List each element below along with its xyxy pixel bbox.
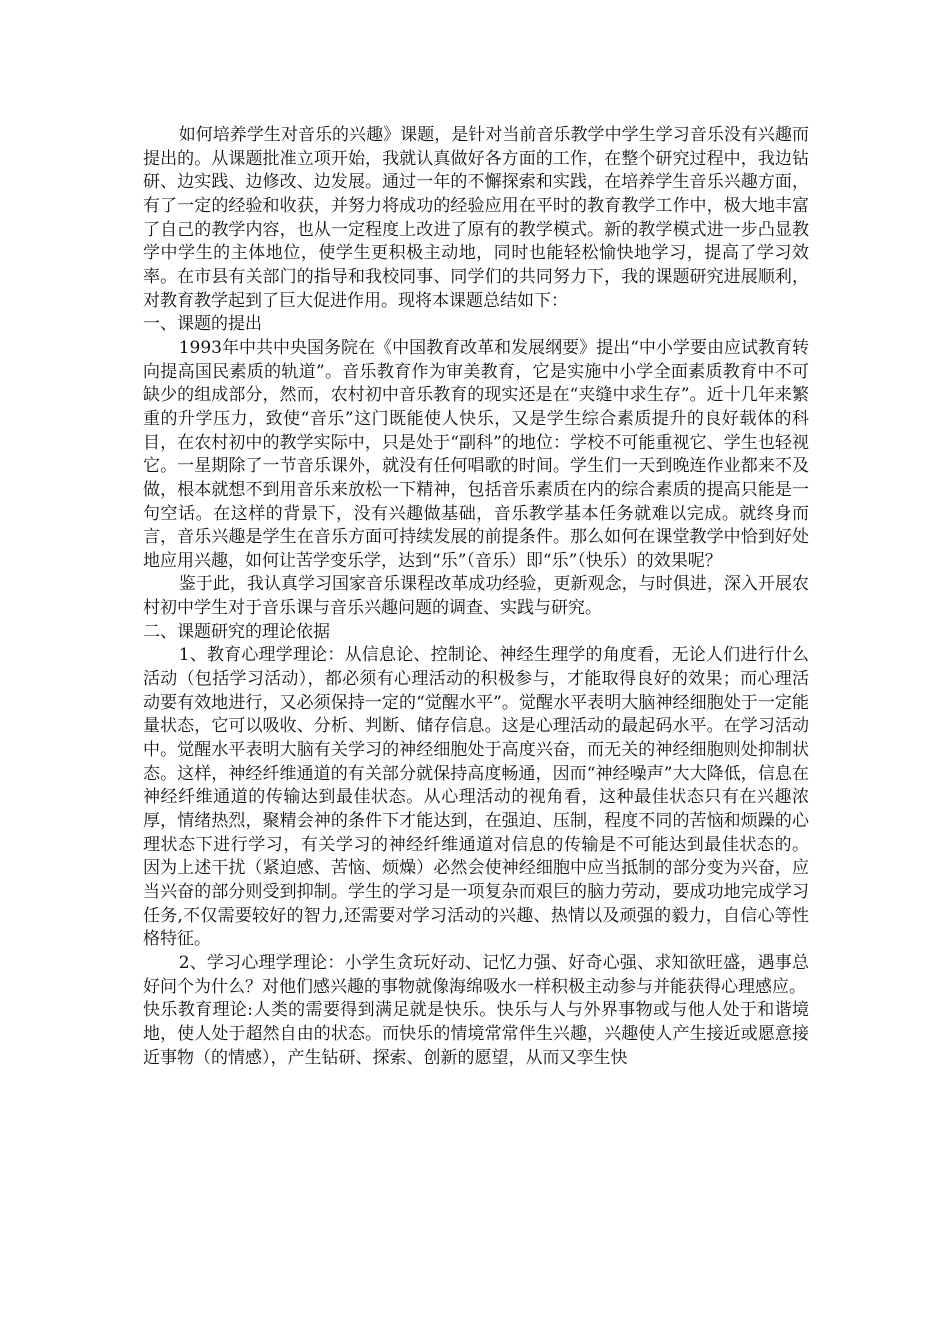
section-heading-2: 二、课题研究的理论依据	[143, 621, 330, 642]
theory-paragraph-3: 快乐教育理论:人类的需要得到满足就是快乐。快乐与人与外界事物或与他人处于和谐境地，使人处于超然自由的状态。而快乐的情境常常伴生兴趣，兴趣使人产生接近或愿意接近事物（的情感），产生钻研、探索、创新的愿望，从而又孪生快	[143, 1000, 809, 1068]
document-page	[143, 124, 809, 1070]
section-heading-1: 一、课题的提出	[143, 314, 262, 335]
theory-paragraph-1: 1、教育心理学理论：从信息论、控制论、神经生理学的角度看，无论人们进行什么活动（包括学习活动），都必须有心理活动的积极参与，才能取得良好的效果；而心理活动要有效地进行，又必须保持一定的“觉醒水平”。觉醒水平表明大脑神经细胞处于一定能量状态，它可以吸收、分析、判断、储存信息。这是心理活动的最起码水平。在学习活动中。觉醒水平表明大脑有关学习的神经细胞处于高度兴奋，而无关的神经细胞则处抑制状态。这样，神经纤维通道的有关部分就保持高度畅通，因而“神经噪声”大大降低，信息在神经纤维通道的传输达到最佳状态。从心理活动的视角看，这种最佳状态只有在兴趣浓厚，情绪热烈，聚精会神的条件下才能达到，在强迫、压制，程度不同的苦恼和烦躁的心理状态下进行学习，有关学习的神经纤维通道对信息的传输是不可能达到最佳状态的。 因为上述干扰（紧迫感、苦恼、烦燥）必然会使神经细胞中应当抵制的部分变为兴奋，应当兴奋的部分则受到抑制。学生的学习是一项复杂而艰巨的脑力劳动，要成功地完成学习任务,不仅需要较好的智力,还需要对学习活动的兴趣、热情以及顽强的毅力，自信心等性格特征。	[143, 645, 809, 950]
intro-paragraph: 如何培养学生对音乐的兴趣》课题，是针对当前音乐教学中学生学习音乐没有兴趣而提出的。从课题批准立项开始，我就认真做好各方面的工作，在整个研究过程中，我边钻研、边实践、边修改、边发展。通过一年的不懈探索和实践，在培养学生音乐兴趣方面，有了一定的经验和收获，并努力将成功的经验应用在平时的教育教学工作中，极大地丰富了自己的教学内容，也从一定程度上改进了原有的教学模式。新的教学模式进一步凸显教学中学生的主体地位，使学生更积极主动地，同时也能轻松愉快地学习，提高了学习效率。在市县有关部门的指导和我校同事、同学们的共同努力下，我的课题研究进展顺利，对教育教学起到了巨大促进作用。现将本课题总结如下：	[143, 125, 809, 311]
theory-paragraph-2: 2、学习心理学理论：小学生贪玩好动、记忆力强、好奇心强、求知欲旺盛，遇事总好问个为什么？对他们感兴趣的事物就像海绵吸水一样积极主动参与并能获得心理感应。	[143, 952, 809, 997]
approach-paragraph: 鉴于此，我认真学习国家音乐课程改革成功经验，更新观念，与时俱进，深入开展农村初中学生对于音乐课与音乐兴趣问题的调查、实践与研究。	[143, 574, 809, 619]
background-paragraph: 1993年中共中央国务院在《中国教育改革和发展纲要》提出“中小学要由应试教育转向提高国民素质的轨道”。音乐教育作为审美教育，它是实施中小学全面素质教育中不可缺少的组成部分，然而，农村初中音乐教育的现实还是在“夹缝中求生存”。近十几年来繁重的升学压力，致使“音乐”这门既能使人快乐，又是学生综合素质提升的良好载体的科目，在农村初中的教学实际中，只是处于“副科”的地位：学校不可能重视它、学生也轻视它。一星期除了一节音乐课外，就没有任何唱歌的时间。学生们一天到晚连作业都来不及做，根本就想不到用音乐来放松一下精神，包括音乐素质在内的综合素质的提高只能是一句空话。在这样的背景下，没有兴趣做基础，音乐教学基本任务就难以完成。就终身而言，音乐兴趣是学生在音乐方面可持续发展的前提条件。那么如何在课堂教学中恰到好处地应用兴趣，如何让苦学变乐学，达到“乐”（音乐）即“乐”（快乐）的效果呢？	[143, 337, 809, 571]
